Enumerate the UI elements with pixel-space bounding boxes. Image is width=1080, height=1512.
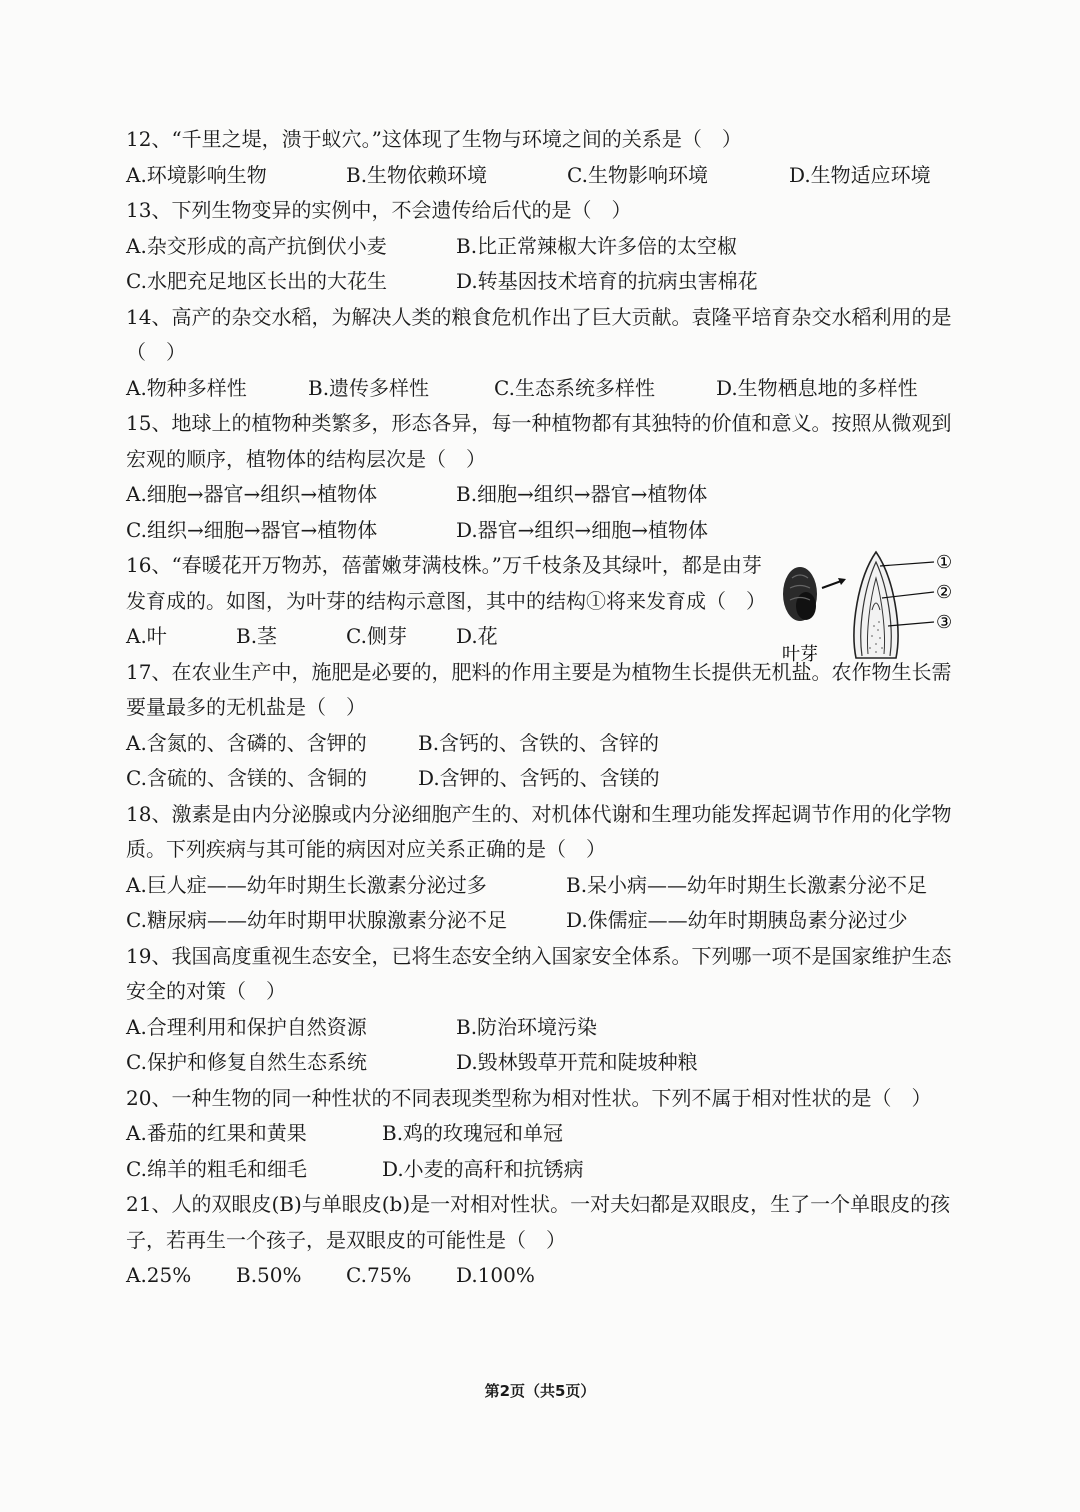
- options-row: [126, 229, 958, 265]
- option-c[interactable]: C.生物影响环境: [567, 162, 708, 187]
- question-stem: 16、“春暖花开万物苏，蓓蕾嫩芽满枝株。”万千枝条及其绿叶，都是由芽发育成的。如图，为叶芽的结构示意图，其中的结构①将来发育成（ ）: [126, 553, 766, 613]
- options-row: [126, 903, 958, 939]
- option-b[interactable]: B.呆小病——幼年时期生长激素分泌不足: [566, 872, 928, 897]
- option-b[interactable]: B.细胞→组织→器官→植物体: [456, 482, 708, 506]
- question-14: [126, 300, 958, 407]
- option-b[interactable]: B.防治环境污染: [456, 1014, 598, 1039]
- option-a[interactable]: A.环境影响生物: [126, 162, 267, 187]
- option-c[interactable]: C.组织→细胞→器官→植物体: [126, 517, 378, 542]
- option-c[interactable]: C.侧芽: [346, 624, 407, 648]
- option-a[interactable]: A.物种多样性: [126, 375, 247, 400]
- options-row: [126, 1045, 958, 1081]
- options-row: [126, 726, 958, 762]
- options-row: [126, 264, 958, 300]
- question-13: [126, 193, 958, 300]
- bud-shadow-shape: [796, 592, 816, 620]
- question-stem: 12、“千里之堤，溃于蚁穴。”这体现了生物与环境之间的关系是（ ）: [126, 127, 742, 151]
- option-d[interactable]: D.含钾的、含钙的、含镁的: [418, 766, 660, 790]
- option-d[interactable]: D.转基因技术培育的抗病虫害棉花: [456, 269, 758, 293]
- option-a[interactable]: A.合理利用和保护自然资源: [126, 1014, 367, 1039]
- question-list: [126, 122, 958, 1294]
- option-b[interactable]: B.遗传多样性: [308, 375, 430, 400]
- label-3: ③: [936, 612, 953, 633]
- option-b[interactable]: B.含钙的、含铁的、含锌的: [418, 730, 660, 755]
- question-stem: 18、激素是由内分泌腺或内分泌细胞产生的、对机体代谢和生理功能发挥起调节作用的化学物质。下列疾病与其可能的病因对应关系正确的是（ ）: [126, 801, 952, 861]
- option-b[interactable]: B.茎: [236, 624, 278, 648]
- option-d[interactable]: D.生物适应环境: [789, 162, 931, 187]
- question-stem: 15、地球上的植物种类繁多，形态各异，每一种植物都有其独特的价值和意义。按照从微观到宏观的顺序，植物体的结构层次是（ ）: [126, 411, 952, 471]
- option-a[interactable]: A.叶: [126, 624, 167, 648]
- options-row: [126, 158, 958, 194]
- option-b[interactable]: B.比正常辣椒大许多倍的太空椒: [456, 233, 738, 258]
- question-stem: 14、高产的杂交水稻，为解决人类的粮食危机作出了巨大贡献。袁隆平培育杂交水稻利用的是（ ）: [126, 304, 952, 364]
- question-20: [126, 1081, 958, 1188]
- question-21: [126, 1187, 958, 1294]
- options-row: [126, 513, 958, 549]
- option-a[interactable]: A.含氮的、含磷的、含钾的: [126, 730, 367, 755]
- option-d[interactable]: D.小麦的高秆和抗锈病: [382, 1156, 584, 1181]
- option-d[interactable]: D.器官→组织→细胞→植物体: [456, 517, 708, 542]
- leaf-bud-diagram: [776, 548, 966, 666]
- options-row: [126, 1116, 958, 1152]
- option-a[interactable]: A.番茄的红果和黄果: [126, 1121, 307, 1145]
- option-d[interactable]: D.100%: [456, 1263, 535, 1287]
- option-a[interactable]: A.巨人症——幼年时期生长激素分泌过多: [126, 872, 487, 897]
- question-18: [126, 797, 958, 939]
- question-stem: 20、一种生物的同一种性状的不同表现类型称为相对性状。下列不属于相对性状的是（ ）: [126, 1085, 932, 1110]
- option-a[interactable]: A.细胞→器官→组织→植物体: [126, 482, 378, 506]
- label-2: ②: [936, 582, 953, 603]
- page-number: 第2页（共5页）: [484, 1382, 596, 1400]
- options-row: [126, 1010, 958, 1046]
- option-d[interactable]: D.生物栖息地的多样性: [716, 375, 918, 400]
- label-1: ①: [936, 552, 953, 573]
- option-c[interactable]: C.保护和修复自然生态系统: [126, 1050, 367, 1074]
- option-c[interactable]: C.水肥充足地区长出的大花生: [126, 269, 387, 293]
- option-c[interactable]: C.糖尿病——幼年时期甲状腺激素分泌不足: [126, 908, 507, 932]
- option-b[interactable]: B.50%: [236, 1263, 302, 1287]
- option-d[interactable]: D.毁林毁草开荒和陡坡种粮: [456, 1050, 698, 1074]
- options-row: [126, 868, 958, 904]
- option-b[interactable]: B.鸡的玫瑰冠和单冠: [382, 1121, 564, 1145]
- question-15: [126, 406, 958, 548]
- option-d[interactable]: D.侏儒症——幼年时期胰岛素分泌过少: [566, 908, 908, 932]
- option-d[interactable]: D.花: [456, 624, 498, 648]
- options-row: [126, 477, 958, 513]
- question-19: [126, 939, 958, 1081]
- option-a[interactable]: A.25%: [126, 1263, 192, 1287]
- question-stem: 19、我国高度重视生态安全，已将生态安全纳入国家安全体系。下列哪一项不是国家维护生态安全的对策（ ）: [126, 943, 952, 1003]
- question-stem: 13、下列生物变异的实例中，不会遗传给后代的是（ ）: [126, 198, 632, 222]
- option-c[interactable]: C.含硫的、含镁的、含铜的: [126, 766, 367, 790]
- options-row: [126, 1258, 958, 1294]
- question-17: [126, 655, 958, 797]
- options-row: [126, 371, 958, 407]
- options-row: [126, 761, 958, 797]
- option-c[interactable]: C.绵羊的粗毛和细毛: [126, 1156, 307, 1181]
- option-c[interactable]: C.生态系统多样性: [494, 375, 655, 400]
- question-16: [126, 548, 958, 665]
- option-b[interactable]: B.生物依赖环境: [346, 162, 488, 187]
- options-row: [126, 1152, 958, 1188]
- option-c[interactable]: C.75%: [346, 1263, 412, 1287]
- question-stem: 17、在农业生产中，施肥是必要的，肥料的作用主要是为植物生长提供无机盐。农作物生长需要量最多的无机盐是（ ）: [126, 659, 952, 719]
- figure-caption: 叶芽: [782, 644, 818, 665]
- question-12: [126, 122, 958, 193]
- question-stem: 21、人的双眼皮(B)与单眼皮(b)是一对相对性状。一对夫妇都是双眼皮，生了一个单眼皮的孩子，若再生一个孩子，是双眼皮的可能性是（ ）: [126, 1192, 951, 1252]
- option-a[interactable]: A.杂交形成的高产抗倒伏小麦: [126, 233, 387, 258]
